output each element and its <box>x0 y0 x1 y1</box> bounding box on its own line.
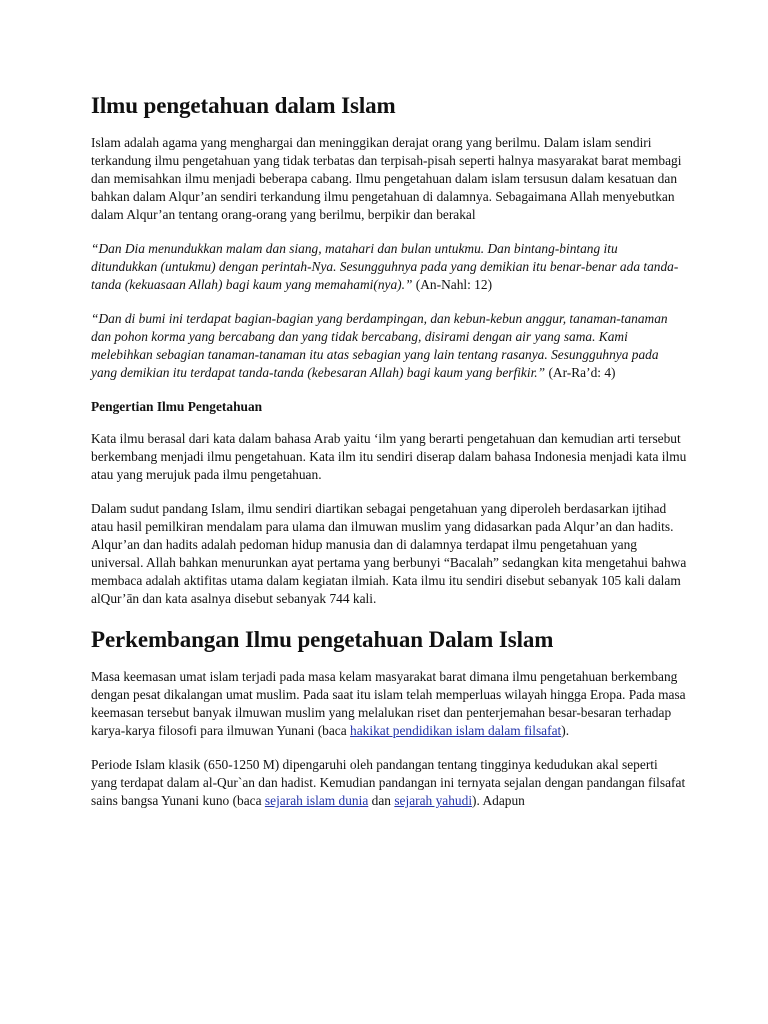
quote-ar-rad <box>91 310 687 382</box>
section-heading: Perkembangan Ilmu pengetahuan Dalam Islam <box>91 627 554 652</box>
page-title: Ilmu pengetahuan dalam Islam <box>91 93 396 118</box>
link-sejarah-yahudi[interactable]: sejarah yahudi <box>394 793 473 808</box>
paragraph-golden-age: Masa keemasan umat islam terjadi pada masa kelam masyarakat barat dimana ilmu pengetahuan berkembang dengan pesat dikalangan umat muslim. Pada saat itu islam telah memperluas wilayah hingga Eropa. Pada masa keemasan tersebut banyak ilmuwan muslim yang melalukan riset dan penterjemahan besar-besaran terhadap karya-karya filosofi para ilmuwan Yunani (baca hakikat pendidikan islam dalam filsafat). <box>91 669 686 738</box>
article <box>91 92 687 826</box>
quote-an-nahl <box>91 240 687 294</box>
section-subheading: Pengertian Ilmu Pengetahuan <box>91 399 263 414</box>
link-sejarah-islam-dunia[interactable]: sejarah islam dunia <box>264 793 369 808</box>
quote-reference: (Ar-Ra’d: 4) <box>545 365 616 380</box>
quote-text: “Dan Dia menundukkan malam dan siang, matahari dan bulan untukmu. Dan bintang-bintang itu ditundukkan (untukmu) dengan perintah-Nya. Sesungguhnya pada yang demikian itu benar-benar ada tanda-tanda (kekuasaan Allah) bagi kaum yang memahami(nya).” <box>91 241 679 292</box>
paragraph-islam-view: Dalam sudut pandang Islam, ilmu sendiri diartikan sebagai pengetahuan yang diperoleh berdasarkan ijtihad atau hasil pemilkiran mendalam para ulama dan ilmuwan muslim yang didasarkan pada Alqur’an dan hadits. Alqur’an dan hadits adalah pedoman hidup manusia dan di dalamnya terdapat ilmu pengetahuan yang universal. Allah bahkan menurunkan ayat pertama yang berbunyi “Bacalah” sedangkan kita mengetahui bahwa membaca adalah aktifitas utama dalam kegiatan ilmiah. Kata ilmu itu sendiri disebut sebanyak 105 kali dalam alQur’ān dan kata asalnya disebut sebanyak 744 kali. <box>91 501 687 606</box>
intro-paragraph: Islam adalah agama yang menghargai dan meninggikan derajat orang yang berilmu. Dalam islam sendiri terkandung ilmu pengetahuan yang tidak terbatas dan terpisah-pisah seperti halnya masyarakat barat membagi dan memisahkan ilmu menjadi beberapa cabang. Ilmu pengetahuan dalam islam tersusun dalam kesatuan dan bahkan dalam Alqur’an sendiri terkandung ilmu pengetahuan di dalamnya. Sebagaimana Allah menyebutkan dalam Alqur’an tentang orang-orang yang berilmu, berpikir dan berakal <box>91 135 682 222</box>
quote-reference: (An-Nahl: 12) <box>412 277 493 292</box>
paragraph-definition: Kata ilmu berasal dari kata dalam bahasa Arab yaitu ‘ilm yang berarti pengetahuan dan kemudian arti tersebut berkembang menjadi ilmu pengetahuan. Kata ilm itu sendiri diserap dalam bahasa Indonesia menjadi kata ilmu atau yang merujuk pada ilmu pengetahuan. <box>91 431 687 482</box>
link-hakikat-pendidikan[interactable]: hakikat pendidikan islam dalam filsafat <box>350 723 562 738</box>
paragraph-classic-period: Periode Islam klasik (650-1250 M) dipengaruhi oleh pandangan tentang tingginya kedudukan akal seperti yang terdapat dalam al-Qur`an dan hadist. Kemudian pandangan ini ternyata sejalan dengan pandangan filsafat sains bangsa Yunani kuno (baca sejarah islam dunia dan sejarah yahudi). Adapun <box>91 757 686 808</box>
quote-text: “Dan di bumi ini terdapat bagian-bagian yang berdampingan, dan kebun-kebun anggur, tanaman-tanaman dan pohon korma yang bercabang dan yang tidak bercabang, disirami dengan air yang sama. Kami melebihkan sebagian tanaman-tanaman itu atas sebagian yang lain tentang rasanya. Sesungguhnya pada yang demikian itu terdapat tanda-tanda (kebesaran Allah) bagi kaum yang berfikir.” <box>91 311 668 380</box>
